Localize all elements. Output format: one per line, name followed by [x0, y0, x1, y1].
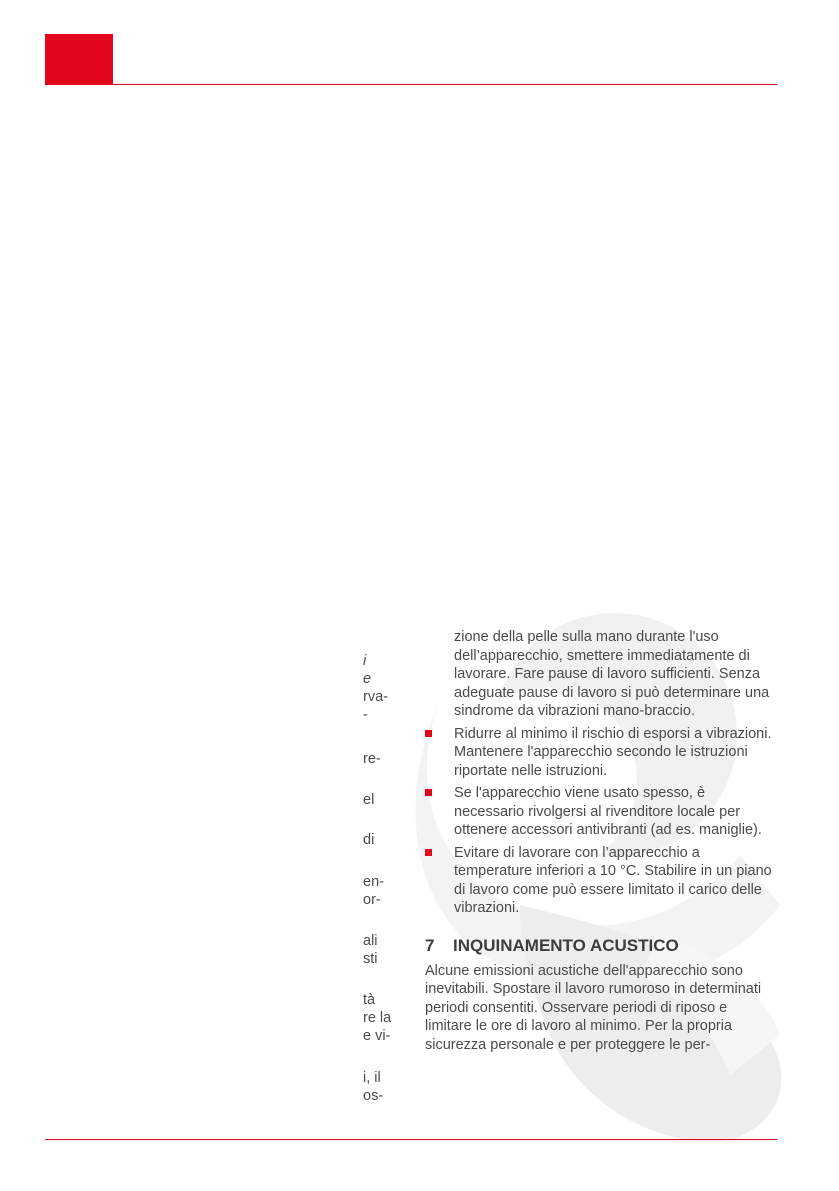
section-heading [425, 936, 777, 956]
fragment-text: en- [363, 874, 384, 890]
fragment-text: os- [363, 1088, 384, 1104]
fragment-text: re- [363, 751, 381, 767]
section-paragraph: Alcune emissioni acustiche dell'apparecchio sono inevitabili. Spostare il lavoro rumoroso in determinati periodi consentiti. Osservare periodi di riposo e limitare le ore di lavoro al minimo. Per la propria sicurezza personale e per proteggere le per- [425, 962, 762, 1053]
fragment-text: i [363, 653, 367, 669]
header-color-block [45, 34, 113, 85]
fragment-text: or- [363, 892, 381, 908]
section-number: 7 [425, 935, 435, 955]
bullet-item [425, 844, 777, 918]
section-title: INQUINAMENTO ACUSTICO [453, 935, 679, 955]
fragment-text: e [363, 671, 372, 687]
fragment-text: i, il [363, 1070, 381, 1086]
bullet-square-icon [425, 730, 432, 737]
fragment-text: e vi- [363, 1028, 391, 1044]
fragment-text: tà [363, 992, 376, 1008]
fragment-text: el [363, 792, 375, 808]
right-column [425, 628, 777, 1054]
fragment-text: rva- [363, 689, 388, 705]
bullet-square-icon [425, 849, 432, 856]
header-rule [45, 84, 777, 85]
bullet-text: Ridurre al minimo il rischio di esporsi a vibrazioni. Mantenere l'apparecchio secondo le istruzioni riportate nelle istruzioni. [454, 725, 772, 779]
bullet-item [425, 725, 777, 781]
fragment-text: re la [363, 1010, 392, 1026]
bullet-square-icon [425, 789, 432, 796]
bullet-text: Evitare di lavorare con l’apparecchio a temperature inferiori a 10 °C. Stabilire in un piano di lavoro come può essere limitato il carico delle vibrazioni. [454, 844, 772, 916]
bullet-item [425, 784, 777, 840]
paragraph-continued: zione della pelle sulla mano durante l'uso dell’apparecchio, smettere immediatamente di lavorare. Fare pause di lavoro sufficienti. Senza adeguate pause di lavoro si può determinare una sindrome da vibrazioni mano-braccio. [454, 629, 770, 719]
fragment-text: sti [363, 951, 378, 967]
fragment-text: ali [363, 933, 378, 949]
footer-rule [45, 1139, 777, 1140]
bullet-text: Se l'apparecchio viene usato spesso, è necessario rivolgersi al rivenditore locale per ottenere accessori antivibranti (ad es. maniglie). [454, 785, 762, 838]
fragment-text: - [363, 707, 368, 723]
fragment-text: di [363, 832, 375, 848]
